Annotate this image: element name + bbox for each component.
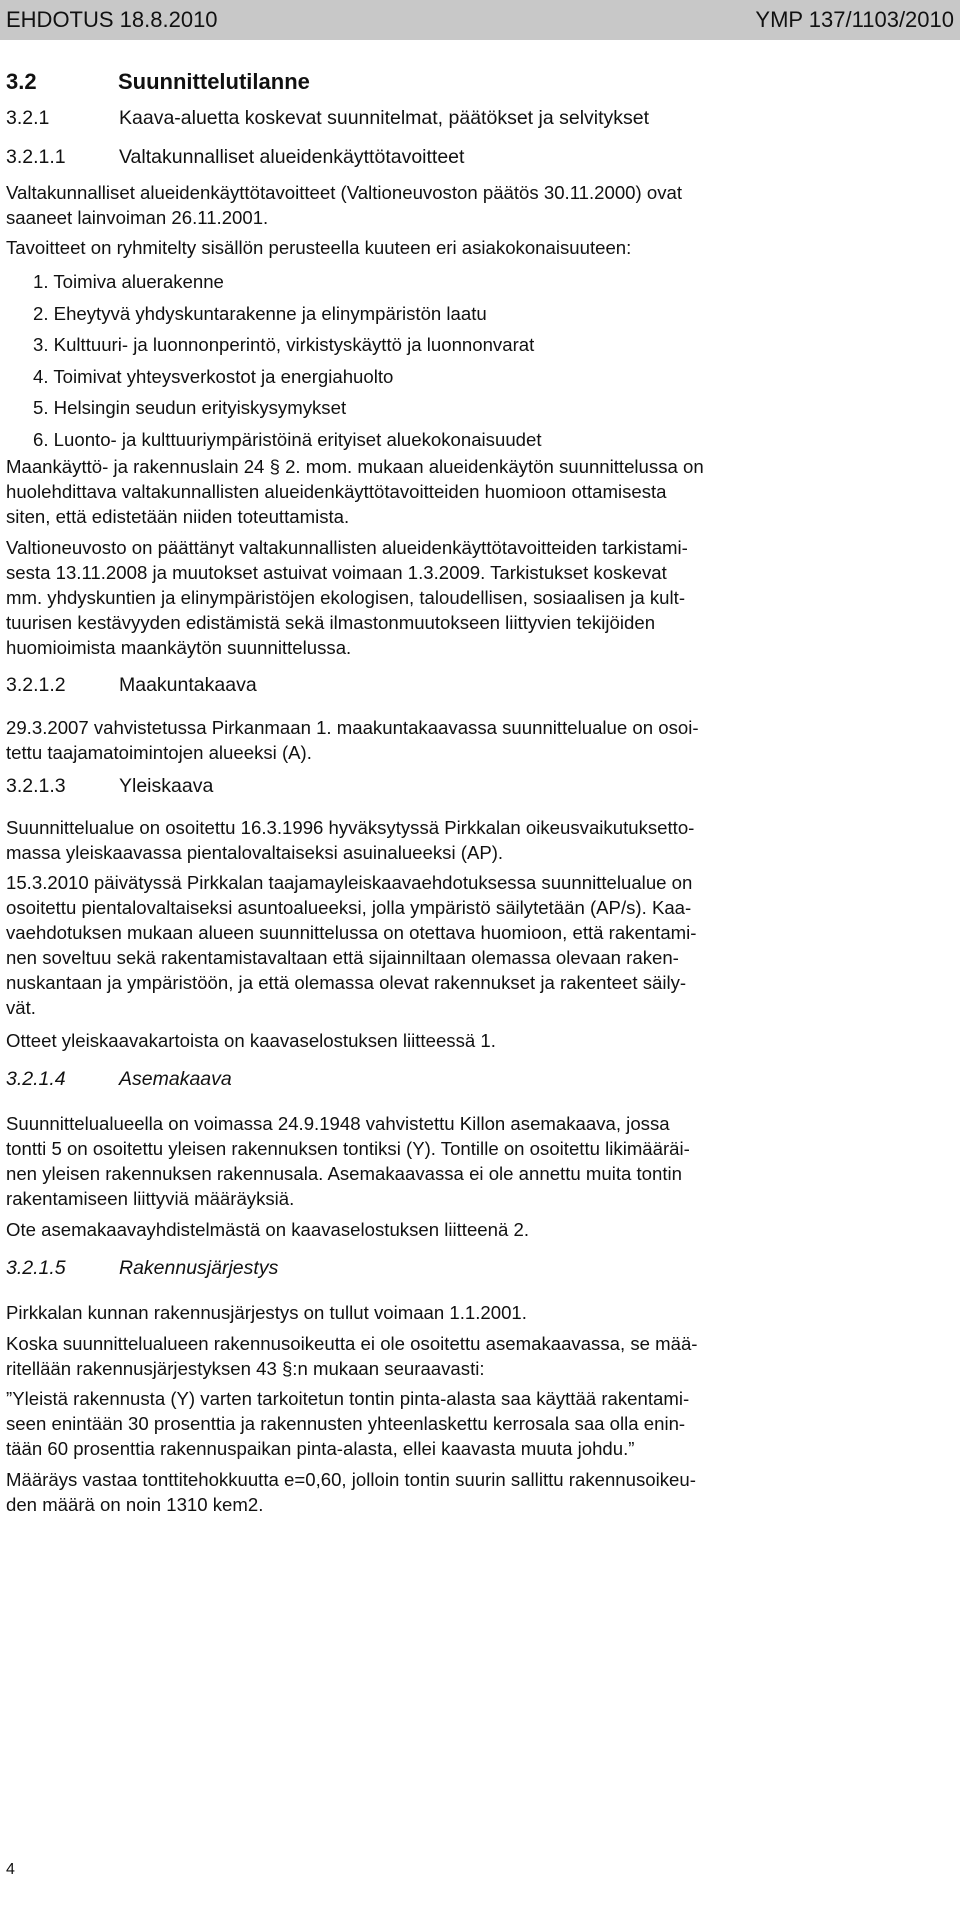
quote-rakennusjarjestys bbox=[6, 1386, 954, 1461]
text-line: siten, että edistetään niiden toteuttamista. bbox=[6, 506, 350, 527]
text-line: Valtioneuvosto on päättänyt valtakunnallisten alueidenkäyttötavoitteiden tarkistami- bbox=[6, 537, 688, 558]
list-item: 5. Helsingin seudun erityiskysymykset bbox=[33, 397, 347, 418]
text-line: ritellään rakennusjärjestyksen 43 §:n mukaan seuraavasti: bbox=[6, 1358, 485, 1379]
heading-number: 3.2.1.3 bbox=[6, 775, 66, 797]
section-heading bbox=[6, 68, 310, 96]
subsection-title: Kaava-aluetta koskevat suunnitelmat, päätökset ja selvitykset bbox=[119, 107, 650, 129]
heading-maakuntakaava bbox=[6, 671, 257, 699]
subsection-number: 3.2.1 bbox=[6, 107, 50, 129]
heading-asemakaava bbox=[6, 1065, 232, 1093]
subsection-heading bbox=[6, 104, 649, 132]
header-right: YMP 137/1103/2010 bbox=[755, 7, 954, 32]
text-line: huomioimista maankäytön suunnittelussa. bbox=[6, 637, 352, 658]
paragraph-rakennusjarjestys-2 bbox=[6, 1331, 954, 1381]
page-number: 4 bbox=[6, 1861, 15, 1878]
heading-valtakunnalliset bbox=[6, 143, 464, 171]
text-line: nuskantaan ja ympäristöön, ja että olemassa olevat rakennukset ja rakenteet säily- bbox=[6, 972, 687, 993]
heading-rakennusjarjestys bbox=[6, 1254, 278, 1282]
text-line: osoitettu pientalovaltaiseksi asuntoalueeksi, jolla ympäristö säilytetään (AP/s). Kaa- bbox=[6, 897, 692, 918]
heading-title: Maakuntakaava bbox=[119, 674, 257, 696]
list-item: 6. Luonto- ja kulttuuriympäristöinä erityiset aluekokonaisuudet bbox=[33, 428, 542, 450]
heading-number: 3.2.1.1 bbox=[6, 146, 66, 168]
paragraph-yleiskaava-1 bbox=[6, 815, 954, 865]
paragraph-mrl bbox=[6, 454, 954, 529]
list-item: 1. Toimiva aluerakenne bbox=[33, 271, 224, 292]
text-line: 15.3.2010 päivätyssä Pirkkalan taajamayleiskaavaehdotuksessa suunnittelualue on bbox=[6, 872, 693, 893]
header-left: EHDOTUS 18.8.2010 bbox=[6, 7, 218, 32]
text-line: Määräys vastaa tonttitehokkuutta e=0,60, jolloin tontin suurin sallittu rakennusoikeu- bbox=[6, 1469, 696, 1490]
heading-title: Yleiskaava bbox=[119, 775, 214, 797]
heading-number: 3.2.1.5 bbox=[6, 1257, 66, 1279]
text-line: tettu taajamatoimintojen alueeksi (A). bbox=[6, 742, 312, 763]
paragraph-rakennusjarjestys-3 bbox=[6, 1467, 954, 1517]
heading-number: 3.2.1.4 bbox=[6, 1068, 66, 1090]
paragraph-tarkistus bbox=[6, 535, 954, 660]
heading-title: Valtakunnalliset alueidenkäyttötavoitteet bbox=[119, 146, 465, 168]
text-line: seen enintään 30 prosenttia ja rakennusten yhteenlaskettu kerrosala saa olla enin- bbox=[6, 1413, 686, 1434]
text-line: vät. bbox=[6, 997, 36, 1018]
text-line: sesta 13.11.2008 ja muutokset astuivat voimaan 1.3.2009. Tarkistukset koskevat bbox=[6, 562, 667, 583]
paragraph-yleiskaava-2 bbox=[6, 870, 954, 1020]
paragraph-valtakunnalliset-1 bbox=[6, 180, 954, 230]
section-title: Suunnittelutilanne bbox=[118, 69, 310, 94]
paragraph-yleiskaava-3: Otteet yleiskaavakartoista on kaavaselostuksen liitteessä 1. bbox=[6, 1030, 496, 1051]
text-line: tontti 5 on osoitettu yleisen rakennuksen tontiksi (Y). Tontille on osoitettu likimääräi- bbox=[6, 1138, 690, 1159]
text-line: massa yleiskaavassa pientalovaltaiseksi asuinalueeksi (AP). bbox=[6, 842, 504, 863]
list-item: 2. Eheytyvä yhdyskuntarakenne ja elinympäristön laatu bbox=[33, 302, 487, 324]
paragraph-asemakaava-1 bbox=[6, 1111, 954, 1211]
paragraph-asemakaava-2: Ote asemakaavayhdistelmästä on kaavaselostuksen liitteenä 2. bbox=[6, 1219, 529, 1240]
heading-yleiskaava bbox=[6, 772, 213, 800]
text-line: saaneet lainvoiman 26.11.2001. bbox=[6, 207, 269, 228]
text-line: tään 60 prosenttia rakennuspaikan pinta-alasta, ellei kaavasta muuta johdu.” bbox=[6, 1438, 635, 1459]
text-line: Suunnittelualueella on voimassa 24.9.1948 vahvistettu Killon asemakaava, jossa bbox=[6, 1113, 670, 1134]
text-line: Maankäyttö- ja rakennuslain 24 § 2. mom. mukaan alueidenkäytön suunnittelussa on bbox=[6, 456, 704, 477]
text-line: Koska suunnittelualueen rakennusoikeutta ei ole osoitettu asemakaavassa, se mää- bbox=[6, 1333, 698, 1354]
paragraph-rakennusjarjestys-1: Pirkkalan kunnan rakennusjärjestys on tullut voimaan 1.1.2001. bbox=[6, 1302, 527, 1323]
heading-number: 3.2.1.2 bbox=[6, 674, 66, 696]
paragraph-maakuntakaava bbox=[6, 715, 954, 765]
text-line: tuurisen kestävyyden edistämistä sekä ilmastonmuutokseen liittyvien tekijöiden bbox=[6, 612, 656, 633]
text-line: 29.3.2007 vahvistetussa Pirkanmaan 1. maakuntakaavassa suunnittelualue on osoi- bbox=[6, 717, 699, 738]
text-line: nen soveltuu sekä rakentamistavaltaan että sijainniltaan olemassa olevaan raken- bbox=[6, 947, 679, 968]
text-line: rakentamiseen liittyviä määräyksiä. bbox=[6, 1188, 295, 1209]
list-item: 4. Toimivat yhteysverkostot ja energiahuolto bbox=[33, 365, 394, 387]
list-item: 3. Kulttuuri- ja luonnonperintö, virkistyskäyttö ja luonnonvarat bbox=[33, 334, 535, 355]
text-line: Suunnittelualue on osoitettu 16.3.1996 hyväksytyssä Pirkkalan oikeusvaikutuksetto- bbox=[6, 817, 695, 838]
page-header bbox=[0, 0, 960, 40]
section-number: 3.2 bbox=[6, 69, 37, 94]
heading-title: Rakennusjärjestys bbox=[119, 1257, 279, 1279]
text-line: mm. yhdyskuntien ja elinympäristöjen ekologisen, taloudellisen, sosiaalisen ja kult- bbox=[6, 587, 686, 608]
text-line: nen yleisen rakennuksen rakennusala. Asemakaavassa ei ole annettu muita tontin bbox=[6, 1163, 683, 1184]
paragraph-valtakunnalliset-2: Tavoitteet on ryhmitelty sisällön perusteella kuuteen eri asiakokonaisuuteen: bbox=[6, 237, 632, 258]
heading-title: Asemakaava bbox=[119, 1068, 232, 1090]
text-line: huolehdittava valtakunnallisten alueidenkäyttötavoitteiden huomioon ottamisesta bbox=[6, 481, 667, 502]
text-line: ”Yleistä rakennusta (Y) varten tarkoitetun tontin pinta-alasta saa käyttää rakentami- bbox=[6, 1388, 690, 1409]
text-line: Valtakunnalliset alueidenkäyttötavoitteet (Valtioneuvoston päätös 30.11.2000) ovat bbox=[6, 182, 683, 203]
text-line: vaehdotuksen mukaan alueen suunnittelussa on otettava huomioon, että rakentami- bbox=[6, 922, 697, 943]
goals-list bbox=[33, 266, 960, 455]
text-line: den määrä on noin 1310 kem2. bbox=[6, 1494, 264, 1515]
